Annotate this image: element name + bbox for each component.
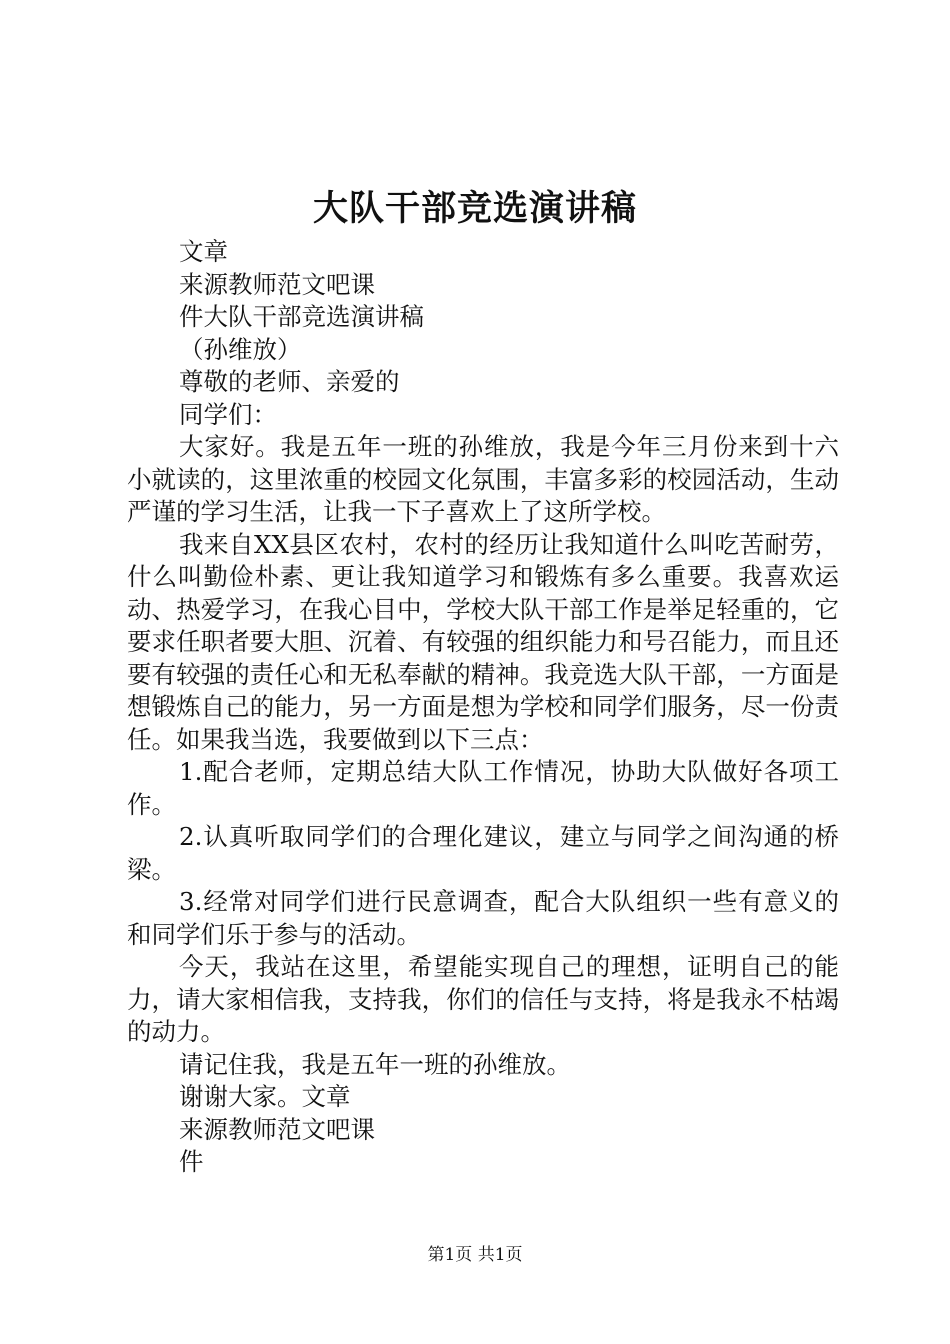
header-line: 尊敬的老师、亲爱的	[179, 367, 400, 396]
closing-line: 谢谢大家。文章	[179, 1082, 351, 1111]
paragraph-point-1: 1.配合老师，定期总结大队工作情况，协助大队做好各项工作。	[127, 757, 839, 819]
closing-line: 请记住我，我是五年一班的孙维放。	[179, 1049, 571, 1079]
document-body	[127, 236, 839, 1179]
paragraph-point-2: 2.认真听取同学们的合理化建议，建立与同学之间沟通的桥梁。	[127, 822, 839, 884]
header-line: 来源教师范文吧课	[179, 269, 375, 299]
header-line: （孙维放）	[179, 334, 302, 364]
header-line: 文章	[179, 237, 228, 266]
header-line: 同学们：	[179, 399, 277, 429]
document-title: 大队干部竞选演讲稿	[312, 188, 637, 229]
closing-line: 来源教师范文吧课	[179, 1114, 375, 1144]
paragraph-point-3: 3.经常对同学们进行民意调查，配合大队组织一些有意义的和同学们乐于参与的活动。	[127, 887, 839, 949]
page-footer: 第1页 共1页	[427, 1245, 523, 1265]
closing-line: 件	[179, 1147, 204, 1176]
paragraph-conclusion: 今天，我站在这里，希望能实现自己的理想，证明自己的能力，请大家相信我，支持我，你们的信任与支持，将是我永不枯竭的动力。	[127, 952, 839, 1046]
paragraph-greeting: 大家好。我是五年一班的孙维放，我是今年三月份来到十六小就读的，这里浓重的校园文化氛围，丰富多彩的校园活动，生动严谨的学习生活，让我一下子喜欢上了这所学校。	[127, 432, 839, 526]
paragraph-background: 我来自XX县区农村，农村的经历让我知道什么叫吃苦耐劳，什么叫勤俭朴素、更让我知道学习和锻炼有多么重要。我喜欢运动、热爱学习，在我心目中，学校大队干部工作是举足轻重的，它要求任职者要大胆、沉着、有较强的组织能力和号召能力，而且还要有较强的责任心和无私奉献的精神。我竞选大队干部，一方面是想锻炼自己的能力，另一方面是想为学校和同学们服务，尽一份责任。如果我当选，我要做到以下三点：	[127, 529, 839, 754]
header-line: 件大队干部竞选演讲稿	[179, 302, 424, 331]
